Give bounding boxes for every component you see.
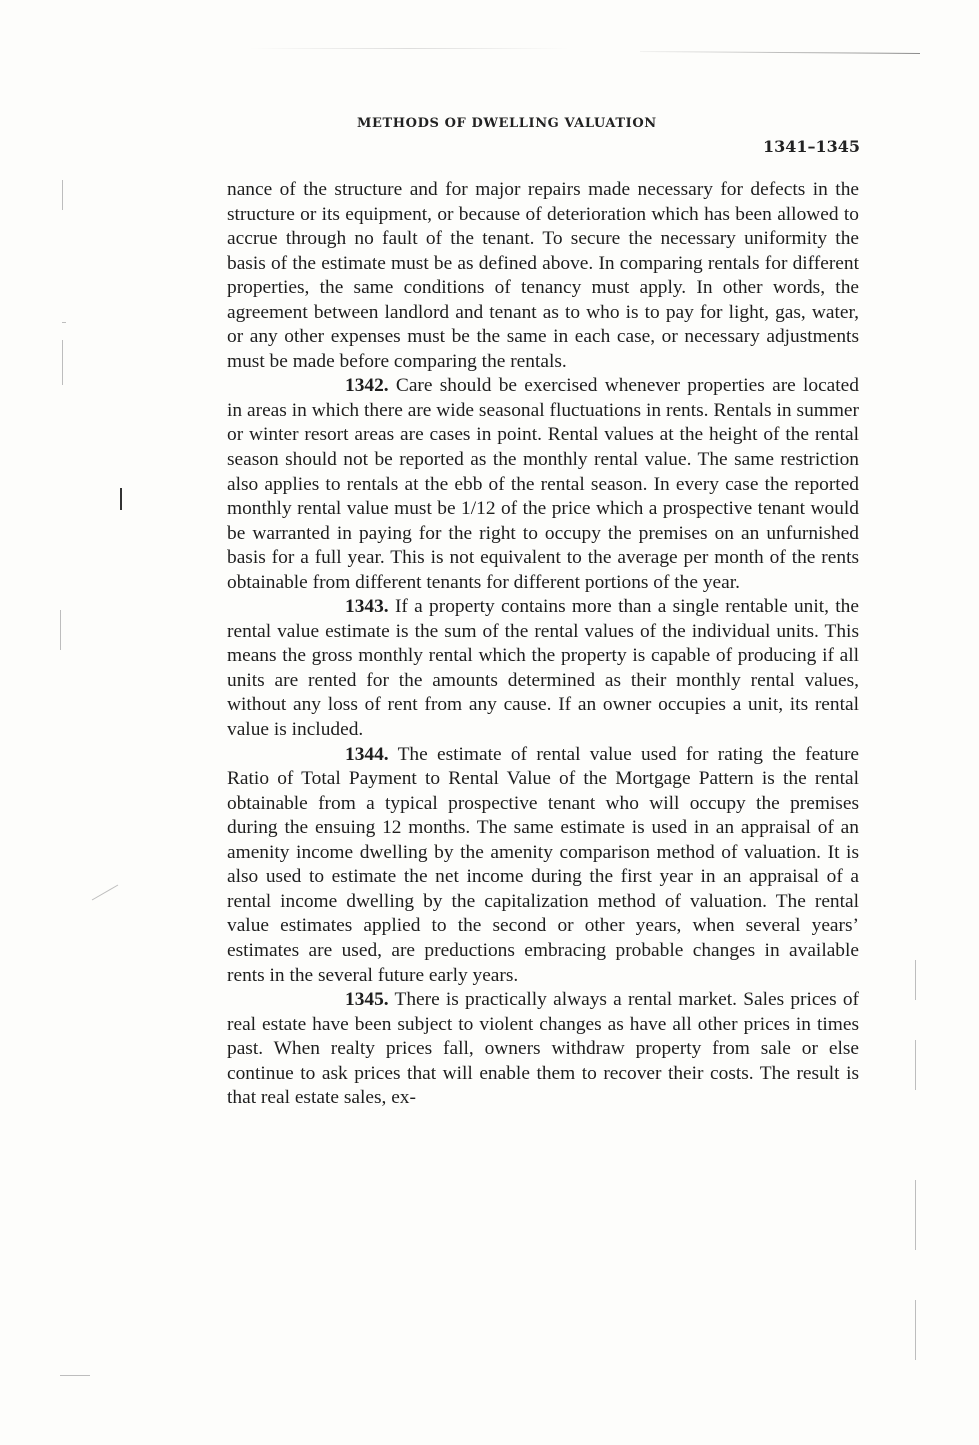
scan-artifact-line: [640, 51, 920, 54]
paragraph-text: Care should be exercised whenever properties are located in areas in which there are wide seasonal fluctuations in rents. Rentals in summer or winter resort areas are cases in point. Rental values at the height of the rental season should not be reported as the monthly rental value. The same restriction also applies to rentals at the ebb of the rental season. In every case the reported monthly rental value must be 1/12 of the price which a prospective tenant would be warranted in paying for the right to occupy the premises on an unfurnished basis for a full year. This is not equivalent to the average per month of the rents obtainable from different tenants for different portions of the year.: [227, 375, 859, 593]
scan-artifact-mark: [120, 488, 122, 510]
scan-artifact-mark: [92, 885, 118, 901]
scan-artifact-mark: [62, 340, 63, 385]
scan-artifact-mark: [915, 1300, 916, 1360]
paragraph-number: 1345.: [345, 989, 389, 1011]
paragraph-1343: [227, 595, 859, 742]
paragraph-text: nance of the structure and for major repairs made necessary for defects in the structure or its equipment, or because of deterioration which has been allowed to accrue through no fault of the tenant. To secure the necessary uniformity the basis of the estimate must be as defined above. In comparing rentals for different properties, the same conditions of tenancy must apply. In other words, the agreement between landlord and tenant as to who is to pay for light, gas, water, or any other expenses must be the same in each case, or necessary adjustments must be made before comparing the rentals.: [227, 179, 859, 372]
scan-artifact-mark: [60, 1375, 90, 1376]
paragraph-number: 1343.: [345, 596, 389, 618]
scan-artifact-mark: [60, 610, 61, 650]
paragraph-1345: [227, 988, 859, 1111]
section-range: 1341–1345: [762, 137, 860, 156]
scan-artifact-mark: [62, 180, 63, 210]
paragraph-text: The estimate of rental value used for rating the feature Ratio of Total Payment to Rental Value of the Mortgage Pattern is the rental obtainable from a typical prospective tenant who will occupy the premises during the ensuing 12 months. The same estimate is used in an appraisal of an amenity income dwelling by the amenity comparison method of valuation. It is also used to estimate the net income during the first year in an appraisal of a rental income dwelling by the capitalization method of valuation. The rental value estimates applied to the second or other years, when several years’ estimates are used, are preductions embracing probable changes in available rents in the several future early years.: [227, 743, 860, 986]
paragraph-1344: [227, 743, 859, 988]
scan-artifact-mark: [915, 960, 916, 1000]
scan-artifact-mark: [915, 1180, 916, 1250]
paragraph-text: If a property contains more than a single rentable unit, the rental value estimate is the sum of the rental values of the individual units. This means the gross monthly rental which the property is capable of producing if all units are rented for the amounts determined as their monthly rental values, without any loss of rent from any cause. If an owner occupies a unit, its rental value is included.: [227, 596, 859, 741]
scan-artifact-mark: [62, 322, 66, 323]
paragraph-number: 1342.: [345, 375, 389, 397]
paragraph-continued: [227, 178, 859, 374]
running-head-title: METHODS OF DWELLING VALUATION: [357, 116, 657, 131]
scan-artifact-mark: [915, 1040, 916, 1090]
body-text: [227, 178, 859, 1111]
paragraph-number: 1344.: [345, 743, 389, 765]
paragraph-text: There is practically always a rental market. Sales prices of real estate have been subject to violent changes as have all other prices in times past. When realty prices fall, owners withdraw property from sale or else continue to ask prices that will enable them to recover their costs. The result is that real estate sales, ex-: [227, 989, 859, 1109]
paragraph-1342: [227, 374, 859, 595]
scan-artifact-line: [250, 48, 570, 49]
